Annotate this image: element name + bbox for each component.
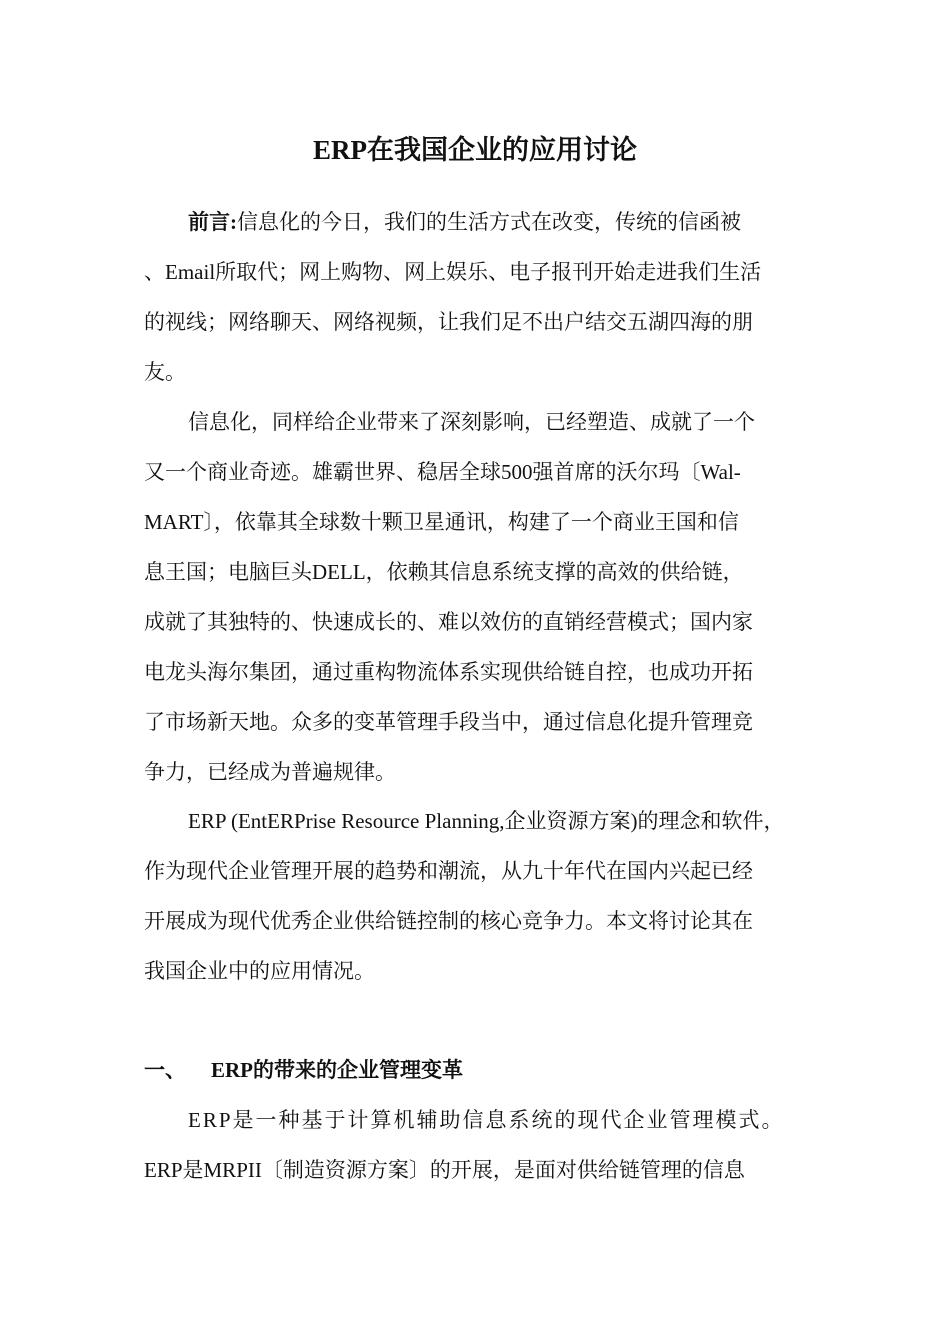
section1-line: ERP是一种基于计算机辅助信息系统的现代企业管理模式。 — [188, 1108, 785, 1132]
para2-line: 信息化，同样给企业带来了深刻影响，已经塑造、成就了一个 — [188, 410, 755, 434]
intro-label: 前言: — [188, 210, 237, 234]
intro-line: 友。 — [144, 360, 186, 384]
para3-line: 我国企业中的应用情况。 — [144, 959, 375, 983]
para2-line: 争力，已经成为普遍规律。 — [144, 760, 396, 784]
para2-line: 了市场新天地。众多的变革管理手段当中，通过信息化提升管理竞 — [144, 710, 753, 734]
document-title: ERP在我国企业的应用讨论 — [313, 135, 637, 165]
section1-line: ERP是MRPII〔制造资源方案〕的开展，是面对供给链管理的信息 — [144, 1158, 745, 1182]
para2-line: 又一个商业奇迹。雄霸世界、稳居全球500强首席的沃尔玛〔Wal- — [144, 460, 741, 484]
intro-first-line-text: 信息化的今日，我们的生活方式在改变，传统的信函被 — [237, 210, 741, 234]
para2-line: MART〕，依靠其全球数十颗卫星通讯，构建了一个商业王国和信 — [144, 510, 739, 534]
para3-line: 作为现代企业管理开展的趋势和潮流，从九十年代在国内兴起已经 — [144, 859, 753, 883]
para2-line: 息王国；电脑巨头DELL，依赖其信息系统支撑的高效的供给链， — [144, 560, 744, 584]
intro-first-line — [188, 207, 741, 237]
para2-line: 电龙头海尔集团，通过重构物流体系实现供给链自控，也成功开拓 — [144, 660, 753, 684]
para3-line: 开展成为现代优秀企业供给链控制的核心竞争力。本文将讨论其在 — [144, 909, 753, 933]
intro-line: 的视线；网络聊天、网络视频，让我们足不出户结交五湖四海的朋 — [144, 310, 753, 334]
section-heading: ERP的带来的企业管理变革 — [211, 1058, 463, 1082]
para2-line: 成就了其独特的、快速成长的、难以效仿的直销经营模式；国内家 — [144, 610, 753, 634]
section-number: 一、 — [144, 1058, 186, 1082]
para3-line: ERP (EntERPrise Resource Planning,企业资源方案)的理念和软件， — [188, 809, 785, 833]
intro-line: 、Email所取代；网上购物、网上娱乐、电子报刊开始走进我们生活 — [144, 260, 762, 284]
